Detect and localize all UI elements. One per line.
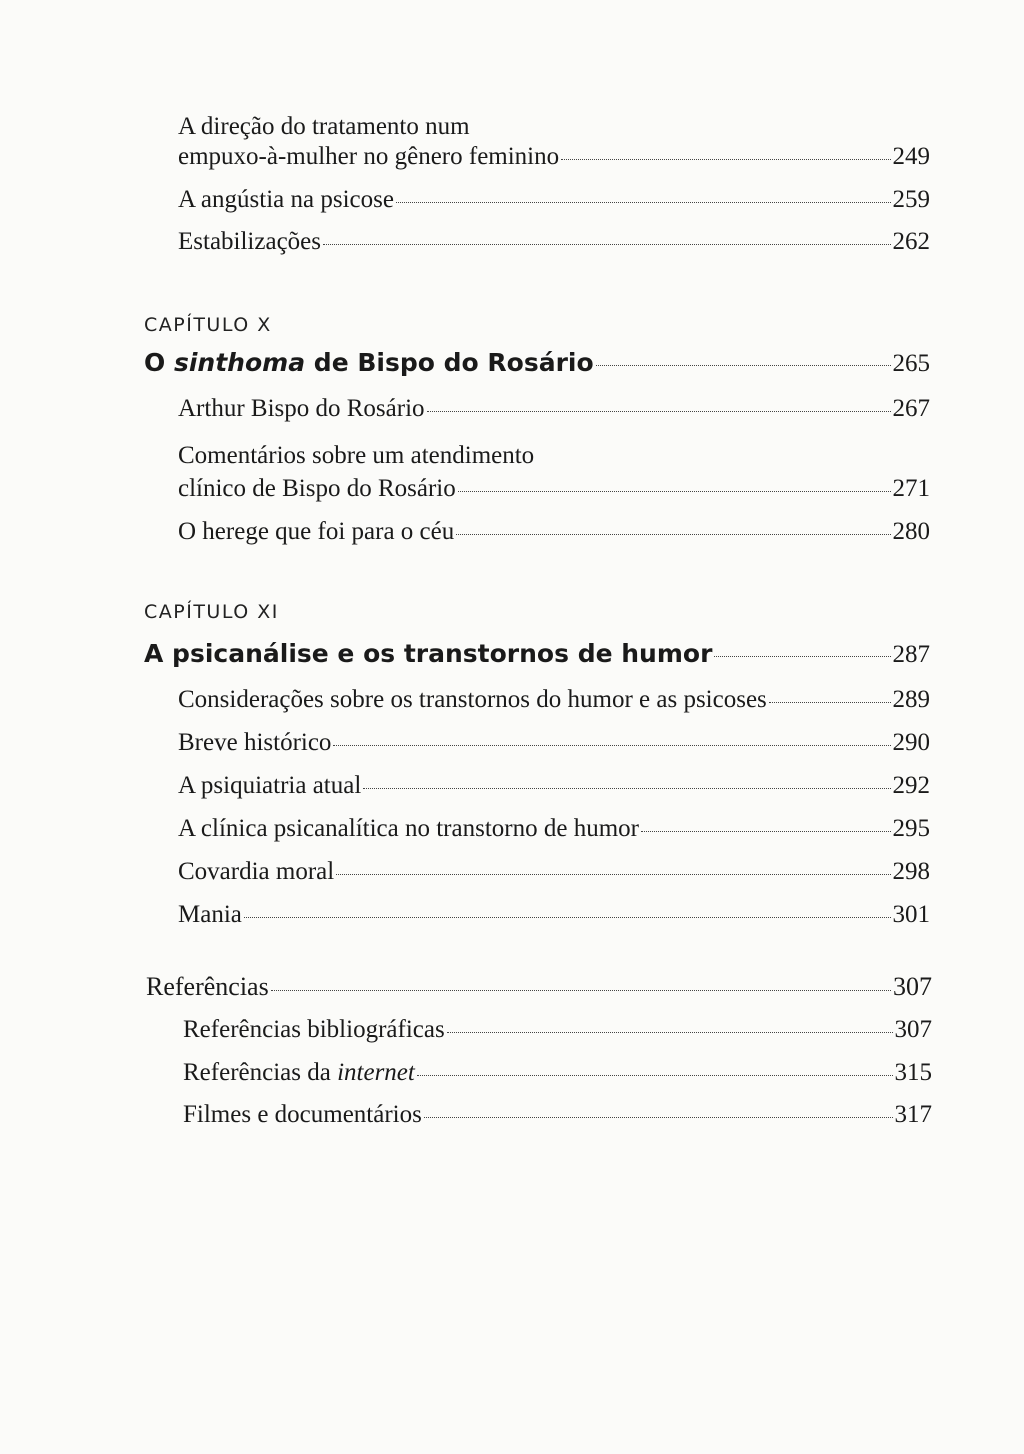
toc-page-number: 262 (892, 228, 930, 255)
toc-entry-label: A clínica psicanalítica no transtorno de humor (178, 815, 639, 842)
toc-entry-label: Considerações sobre os transtornos do humor e as psicoses (178, 686, 767, 713)
toc-entry-label: A psiquiatria atual (178, 772, 362, 799)
toc-entry[interactable] (178, 473, 930, 505)
chapter-title-text: A psicanálise e os transtornos de humor (144, 639, 713, 668)
toc-entry[interactable] (178, 856, 930, 888)
chapter-title[interactable] (144, 346, 930, 381)
toc-page-number: 259 (892, 186, 930, 213)
chapter-label: CAPÍTULO X (144, 314, 272, 336)
toc-page-number: 317 (894, 1101, 932, 1128)
toc-page-number: 315 (894, 1059, 932, 1086)
dot-leader (427, 411, 891, 412)
chapter-title-part: O (144, 348, 166, 377)
toc-entry[interactable] (178, 684, 930, 716)
toc-entry[interactable] (178, 393, 930, 425)
toc-entry[interactable] (178, 770, 930, 802)
dot-leader (641, 831, 891, 832)
toc-entry-label: Estabilizações (178, 228, 321, 255)
dot-leader (363, 788, 890, 789)
toc-page-number: 265 (892, 350, 930, 377)
toc-page-number: 301 (892, 901, 930, 928)
toc-entry-label: Referências (146, 972, 269, 1001)
toc-entry-label: clínico de Bispo do Rosário (178, 475, 456, 502)
toc-entry-line1: A direção do tratamento num (178, 113, 470, 140)
toc-entry[interactable] (178, 141, 930, 173)
toc-entry-line1: Comentários sobre um atendimento (178, 442, 535, 469)
toc-page-number: 292 (892, 772, 930, 799)
toc-entry-label: empuxo-à-mulher no gênero feminino (178, 143, 560, 170)
toc-entry-label: Arthur Bispo do Rosário (178, 395, 425, 422)
toc-entry[interactable] (178, 899, 930, 931)
dot-leader (596, 365, 891, 366)
toc-entry[interactable] (178, 184, 930, 216)
toc-page-number: 287 (892, 641, 930, 668)
dot-leader (333, 745, 890, 746)
toc-entry[interactable] (183, 1099, 932, 1131)
toc-page-number: 280 (892, 518, 930, 545)
dot-leader (714, 656, 890, 657)
dot-leader (244, 917, 891, 918)
toc-entry-label: Mania (178, 901, 242, 928)
toc-page-number: 307 (894, 1016, 932, 1043)
toc-entry-label: Referências bibliográficas (183, 1016, 445, 1043)
toc-entry[interactable] (178, 226, 930, 258)
dot-leader (458, 491, 891, 492)
toc-page-number: 271 (892, 475, 930, 502)
toc-entry-label-italic: internet (337, 1059, 415, 1086)
dot-leader (456, 534, 890, 535)
dot-leader (396, 202, 891, 203)
toc-page-number: 267 (892, 395, 930, 422)
toc-entry[interactable] (178, 727, 930, 759)
chapter-title-part: de Bispo do Rosário (313, 348, 594, 377)
dot-leader (323, 244, 891, 245)
toc-entry-label: O herege que foi para o céu (178, 518, 455, 545)
toc-entry-label: Filmes e documentários (183, 1101, 422, 1128)
chapter-title[interactable] (144, 637, 930, 672)
toc-entry-label: Breve histórico (178, 729, 332, 756)
toc-page-number: 249 (892, 143, 930, 170)
toc-references-heading[interactable] (146, 971, 932, 1003)
toc-entry[interactable] (183, 1014, 932, 1046)
toc-entry-label: Referências da (183, 1059, 331, 1086)
toc-page-number: 289 (892, 686, 930, 713)
dot-leader (561, 159, 890, 160)
dot-leader (271, 990, 891, 991)
dot-leader (336, 874, 890, 875)
chapter-label: CAPÍTULO XI (144, 601, 279, 623)
chapter-title-italic: sinthoma (173, 348, 306, 377)
toc-entry-label: Covardia moral (178, 858, 335, 885)
dot-leader (447, 1032, 893, 1033)
toc-page-number: 295 (892, 815, 930, 842)
toc-page-number: 298 (892, 858, 930, 885)
dot-leader (417, 1075, 893, 1076)
toc-page-number: 290 (892, 729, 930, 756)
toc-entry[interactable] (178, 516, 930, 548)
toc-page-number: 307 (893, 972, 932, 1001)
dot-leader (769, 702, 891, 703)
dot-leader (424, 1117, 893, 1118)
toc-entry[interactable] (178, 813, 930, 845)
toc-entry[interactable] (183, 1057, 932, 1089)
toc-entry-label: A angústia na psicose (178, 186, 394, 213)
